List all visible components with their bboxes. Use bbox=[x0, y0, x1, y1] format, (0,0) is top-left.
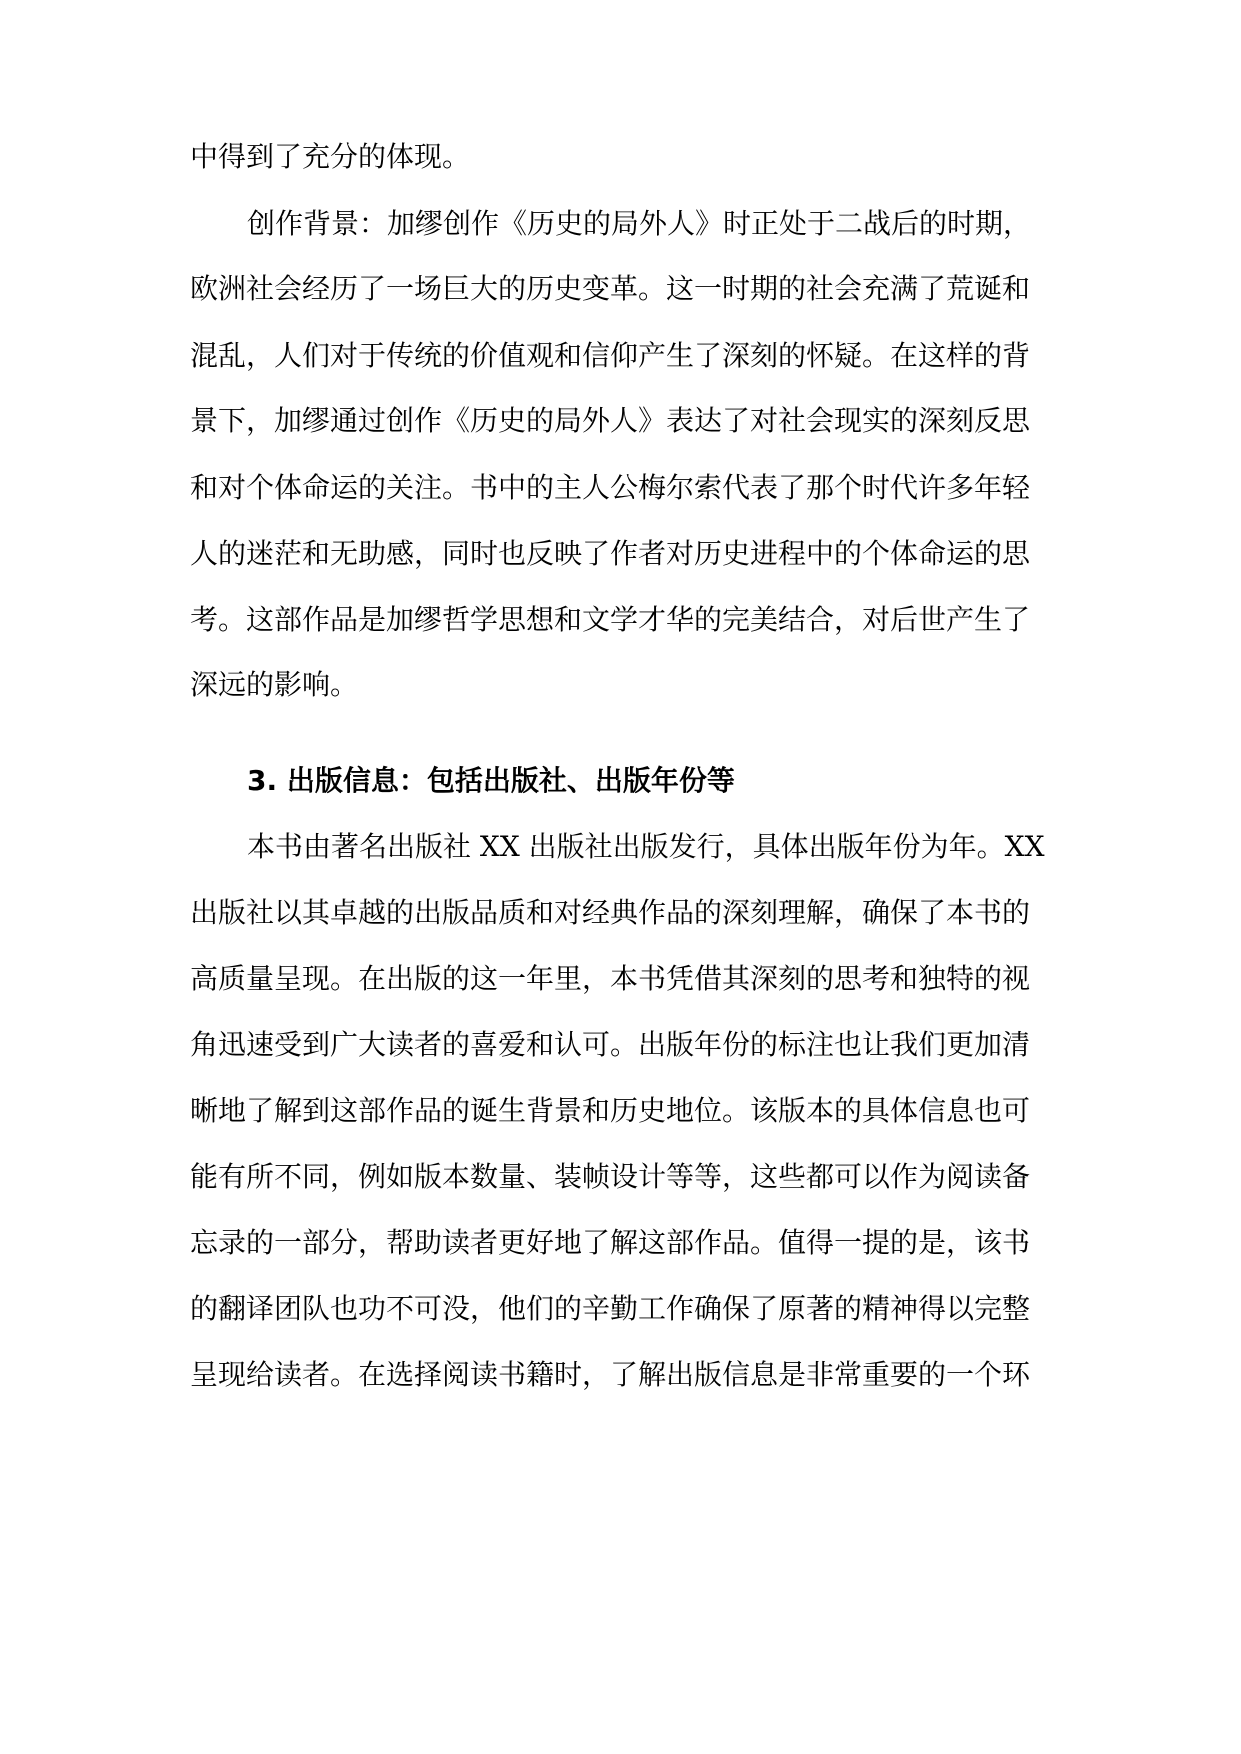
paragraph-line: 中得到了充分的体现。 bbox=[190, 140, 471, 173]
paragraph-line: 深远的影响。 bbox=[190, 668, 359, 701]
paragraph-line: 能有所不同，例如版本数量、装帧设计等等，这些都可以作为阅读备 bbox=[190, 1160, 1031, 1193]
paragraph-line: 混乱，人们对于传统的价值观和信仰产生了深刻的怀疑。在这样的背 bbox=[190, 339, 1031, 372]
paragraph-line: 和对个体命运的关注。书中的主人公梅尔索代表了那个时代许多年轻 bbox=[190, 471, 1031, 504]
paragraph-line: 角迅速受到广大读者的喜爱和认可。出版年份的标注也让我们更加清 bbox=[190, 1028, 1031, 1061]
paragraph-line: 呈现给读者。在选择阅读书籍时，了解出版信息是非常重要的一个环 bbox=[190, 1358, 1031, 1391]
paragraph-line: 高质量呈现。在出版的这一年里，本书凭借其深刻的思考和独特的视 bbox=[190, 962, 1031, 995]
paragraph-line: 忘录的一部分，帮助读者更好地了解这部作品。值得一提的是，该书 bbox=[190, 1226, 1031, 1259]
paragraph-line: 人的迷茫和无助感，同时也反映了作者对历史进程中的个体命运的思 bbox=[190, 537, 1031, 570]
paragraph-line: 创作背景：加缪创作《历史的局外人》时正处于二战后的时期， bbox=[247, 207, 1032, 240]
paragraph-line: 的翻译团队也功不可没，他们的辛勤工作确保了原著的精神得以完整 bbox=[190, 1292, 1031, 1325]
paragraph-line: 景下，加缪通过创作《历史的局外人》表达了对社会现实的深刻反思 bbox=[190, 404, 1031, 437]
paragraph-line: 考。这部作品是加缪哲学思想和文学才华的完美结合，对后世产生了 bbox=[190, 603, 1031, 636]
paragraph-line: 本书由著名出版社 XX 出版社出版发行，具体出版年份为年。XX bbox=[247, 830, 1045, 863]
paragraph-line: 出版社以其卓越的出版品质和对经典作品的深刻理解，确保了本书的 bbox=[190, 896, 1031, 929]
section-heading: 3. 出版信息：包括出版社、出版年份等 bbox=[247, 764, 735, 797]
paragraph-line: 欧洲社会经历了一场巨大的历史变革。这一时期的社会充满了荒诞和 bbox=[190, 272, 1031, 305]
paragraph-line: 晰地了解到这部作品的诞生背景和历史地位。该版本的具体信息也可 bbox=[190, 1094, 1031, 1127]
